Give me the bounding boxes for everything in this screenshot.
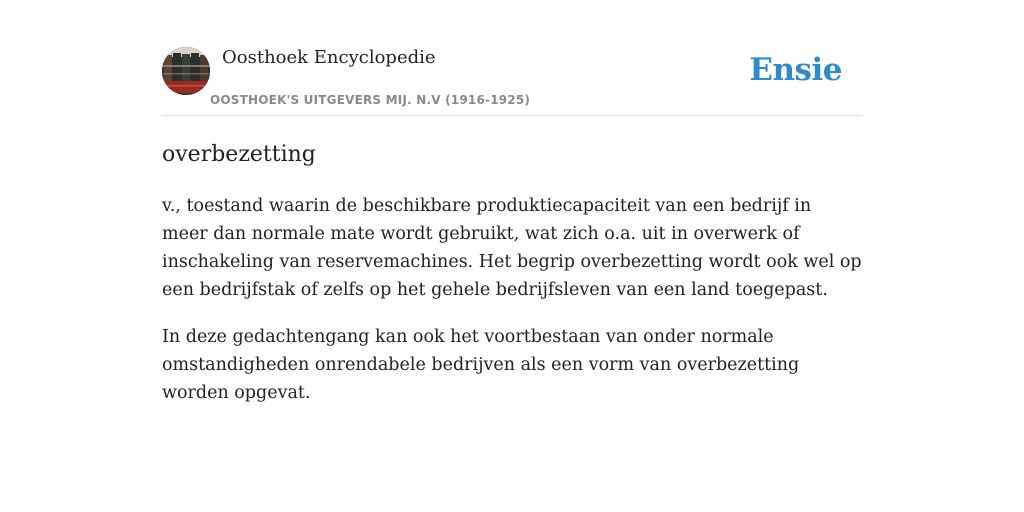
article-body [162,192,862,407]
brand-logo[interactable]: Ensie [749,52,842,88]
source-avatar[interactable] [162,47,210,95]
source-subtitle: OOSTHOEK'S UITGEVERS MIJ. N.V (1916-1925) [210,93,531,107]
source-header [162,46,862,116]
article-paragraph: In deze gedachtengang kan ook het voortbestaan van onder normale omstandigheden onrendabele bedrijven als een vorm van overbezetting worden opgevat. [162,327,800,403]
book-spines-icon [162,47,210,95]
source-title[interactable]: Oosthoek Encyclopedie [222,47,436,68]
page-container [162,46,862,426]
article-title: overbezetting [162,142,316,167]
article-paragraph: v., toestand waarin de beschikbare produktiecapaciteit van een bedrijf in meer dan normale mate wordt gebruikt, wat zich o.a. uit in overwerk of inschakeling van reservemachines. Het begrip overbezetting wordt ook wel op een bedrijfstak of zelfs op het gehele bedrijfsleven van een land toegepast. [162,196,862,300]
